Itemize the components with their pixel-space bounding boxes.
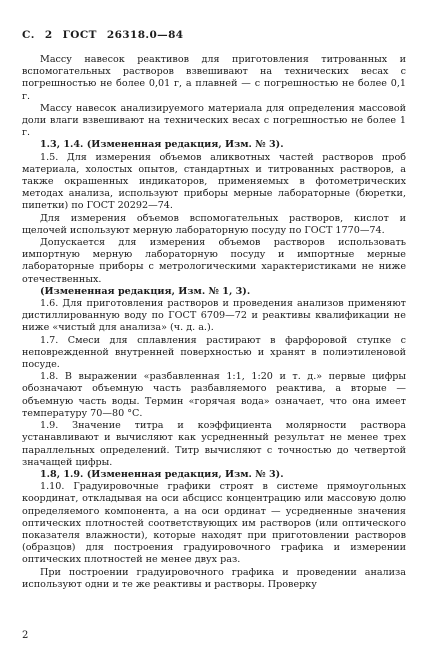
- header-page-num: 2: [44, 29, 53, 41]
- paragraph: 1.5. Для измерения объемов аликвотных частей растворов проб материала, холостых опытов, стандартных и титрованных растворов, а также окрашенных индикаторов, применяемых в фотометрических методах анализа, используют приборы мерные лабораторные (бюретки, пипетки) по ГОСТ 20292—74.: [22, 151, 406, 212]
- page-header: [22, 29, 190, 41]
- paragraph: 1.8. В выражении «разбавленная 1:1, 1:20 и т. д.» первые цифры обозначают объемную часть разбавляемого реактива, а вторые — объемную часть воды. Термин «горячая вода» означает, что она имеет температуру 70—80 °С.: [22, 371, 406, 419]
- paragraph: 1.7. Смеси для сплавления растирают в фарфоровой ступке с неповрежденной внутренней поверхностью и хранят в полиэтиленовой посуде.: [22, 334, 406, 371]
- paragraph: 1.10. Градуировочные графики строят в системе прямоугольных координат, откладывая на оси абсцисс концентрацию или массовую долю определяемого компонента, а на оси ординат — усредненные значения оптических плотностей соответствующих им растворов (или оптического показателя влажности), которые находят при приготовлении растворов (образцов) для построения градуировочного графика и измерении оптических плотностей не менее двух раз.: [22, 481, 406, 566]
- body-text: [22, 54, 406, 591]
- paragraph: Для измерения объемов вспомогательных растворов, кислот и щелочей используют мерную лабораторную посуду по ГОСТ 1770—74.: [22, 212, 406, 236]
- header-code: 26318.0—84: [106, 29, 184, 41]
- paragraph: Массу навесок реактивов для приготовления титрованных и вспомогательных растворов взвешивают на технических весах с погрешностью не более 0,01 г, а плавней — с погрешностью не более 0,1 г.: [22, 54, 406, 102]
- page-number: 2: [22, 630, 29, 641]
- paragraph: Допускается для измерения объемов растворов использовать импортную мерную лабораторную посуду и импортные мерные лабораторные приборы с метрологическими характеристиками не ниже отечественных.: [22, 237, 406, 285]
- amendment-note: (Измененная редакция, Изм. № 1, 3).: [40, 285, 251, 297]
- header-page-letter: С.: [22, 29, 35, 41]
- amendment-note: 1.3, 1.4. (Измененная редакция, Изм. № 3).: [40, 139, 284, 151]
- paragraph: 1.9. Значение титра и коэффициента молярности раствора устанавливают и вычисляют как усредненный результат не менее трех параллельных определений. Титр вычисляют с точностью до четвертой значащей цифры.: [22, 420, 406, 468]
- paragraph: 1.6. Для приготовления растворов и проведения анализов применяют дистиллированную воду по ГОСТ 6709—72 и реактивы квалификации не ниже «чистый для анализа» (ч. д. а.).: [22, 298, 406, 334]
- amendment-note: 1.8, 1.9. (Измененная редакция, Изм. № 3).: [40, 468, 284, 480]
- paragraph: Массу навесок анализируемого материала для определения массовой доли влаги взвешивают на технических весах с погрешностью не более 1 г.: [22, 102, 406, 139]
- header-standard: ГОСТ: [62, 29, 97, 41]
- paragraph: При построении градуировочного графика и проведении анализа используют одни и те же реактивы и растворы. Проверку: [22, 566, 406, 590]
